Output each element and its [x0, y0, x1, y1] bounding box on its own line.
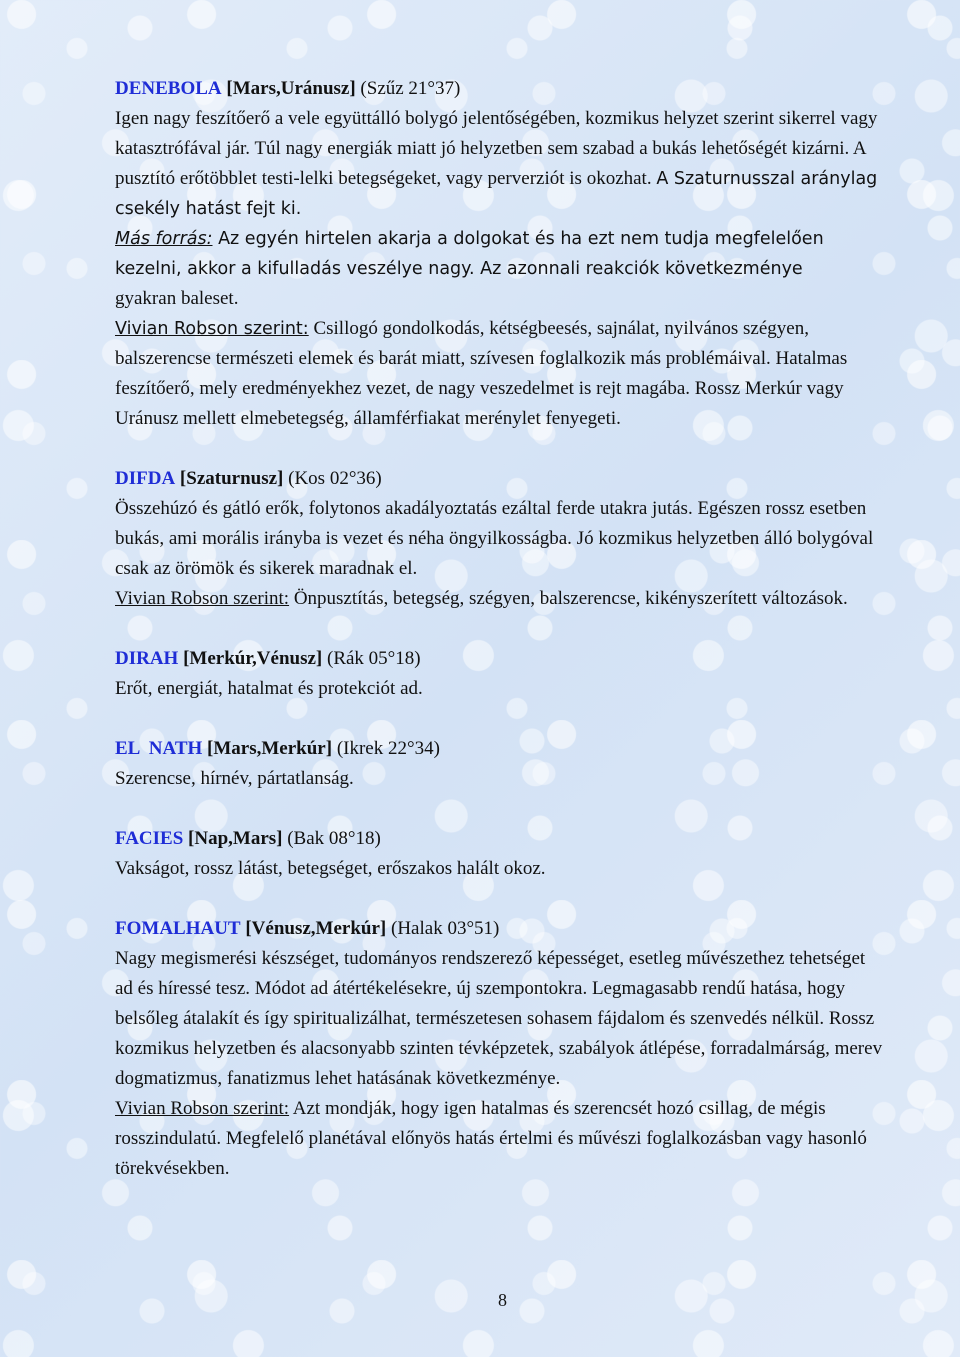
star-ruler: [Szaturnusz] [179, 468, 284, 489]
entry-text: Összehúzó és gátló erők, folytonos akadályoztatás ezáltal ferde utakra jutás. Egészen rossz esetben bukás, ami morális irányba is vezet és néha öngyilkosságba. Jó kozmikus helyzetben álló bolygóval csak az örömök és sikerek maradnak el. [115, 498, 874, 579]
entry-heading [115, 824, 885, 854]
entry-heading [115, 644, 885, 674]
entry-text: Vakságot, rossz látást, betegséget, erőszakos halált okoz. [115, 858, 546, 879]
star-position: (Kos 02°36) [288, 468, 382, 489]
star-name: DENEBOLA [115, 78, 222, 99]
star-ruler: [Mars,Uránusz] [226, 78, 356, 99]
source-text: Az egyén hirtelen akarja a dolgokat és ha ezt nem tudja megfelelően kezelni, akkor a kifulladás veszélye nagy. Az azonnali reakciók következménye [115, 229, 824, 279]
star-ruler: [Mars,Merkúr] [207, 738, 333, 759]
source-text: Önpusztítás, betegség, szégyen, balszerencse, kikényszerített változások. [293, 588, 848, 609]
star-position: (Rák 05°18) [327, 648, 421, 669]
star-name: FACIES [115, 828, 184, 849]
source-tail: gyakran baleset. [115, 288, 239, 309]
entry-facies [115, 824, 885, 884]
entry-text-main: Igen nagy feszítőerő a vele együttálló bolygó jelentőségében, kozmikus helyzet szerint sikerrel vagy katasztrófával jár. Túl nagy energiák miatt jó helyzetben sem szabad a bukás lehetőségét kizárni. A pusztító erőtöbblet testi-lelki betegségeket, vagy perverziót is okozhat. [115, 108, 878, 189]
entry-text-sans: A Szaturnusszal aránylag csekély hatást fejt ki. [115, 169, 878, 219]
entry-heading [115, 734, 885, 764]
entry-fomalhaut [115, 914, 885, 1184]
star-position: (Szűz 21°37) [360, 78, 461, 99]
star-ruler: [Nap,Mars] [188, 828, 283, 849]
source-paragraph [115, 584, 885, 614]
source-paragraph [115, 224, 885, 284]
entry-text [115, 104, 885, 224]
star-name: DIRAH [115, 648, 179, 669]
entry-heading [115, 914, 885, 944]
star-name: FOMALHAUT [115, 918, 241, 939]
star-name: EL NATH [115, 738, 203, 759]
entry-denebola [115, 74, 885, 434]
source-text: Csillogó gondolkodás, kétségbeesés, sajnálat, nyilvános szégyen, balszerencse természeti elemek és barát miatt, szívesen foglalkozik más problémáival. Hatalmas feszítőerő, mely eredményekhez vezet, de nagy veszedelmet is rejt magába. Rossz Merkúr vagy Uránusz mellett elmebetegség, államférfiakat merénylet fenyegeti. [115, 318, 848, 429]
page-number: 8 [498, 1290, 507, 1310]
source-paragraph [115, 314, 885, 434]
entry-text: Erőt, energiát, hatalmat és protekciót ad. [115, 678, 423, 699]
star-position: (Bak 08°18) [287, 828, 381, 849]
entry-heading [115, 74, 885, 104]
entry-difda [115, 464, 885, 614]
star-name: DIFDA [115, 468, 176, 489]
star-position: (Ikrek 22°34) [336, 738, 440, 759]
source-paragraph [115, 1094, 885, 1184]
entry-el-nath [115, 734, 885, 794]
source-label: Vivian Robson szerint: [115, 1098, 290, 1119]
entry-text: Nagy megismerési készséget, tudományos rendszerező képességet, esetleg művészethez tehetséget ad és híressé tesz. Módot ad átértékelésekre, új szempontokra. Legmagasabb rendű hatása, hogy belsőleg átalakít és így spiritualizálhat, természetesen sohasem fájdalom és szenvedés nélkül. Rossz kozmikus helyzetben és alacsonyabb szinten tévképzetek, szabályok átlépése, forradalmárság, merev dogmatizmus, fanatizmus lehet hatásának következménye. [115, 948, 883, 1089]
source-label: Vivian Robson szerint: [115, 319, 309, 339]
star-ruler: [Merkúr,Vénusz] [183, 648, 323, 669]
entry-heading [115, 464, 885, 494]
source-label: Vivian Robson szerint: [115, 588, 290, 609]
source-label: Más forrás: [115, 229, 213, 249]
document-body [115, 74, 885, 1214]
source-text: Azt mondják, hogy igen hatalmas és szerencsét hozó csillag, de mégis rosszindulatú. Megfelelő planétával előnyös hatás értelmi és művészi foglalkozásban vagy hasonló törekvésekben. [115, 1098, 867, 1179]
star-ruler: [Vénusz,Merkúr] [245, 918, 387, 939]
entry-dirah [115, 644, 885, 704]
entry-text: Szerencse, hírnév, pártatlanság. [115, 768, 354, 789]
star-position: (Halak 03°51) [391, 918, 500, 939]
